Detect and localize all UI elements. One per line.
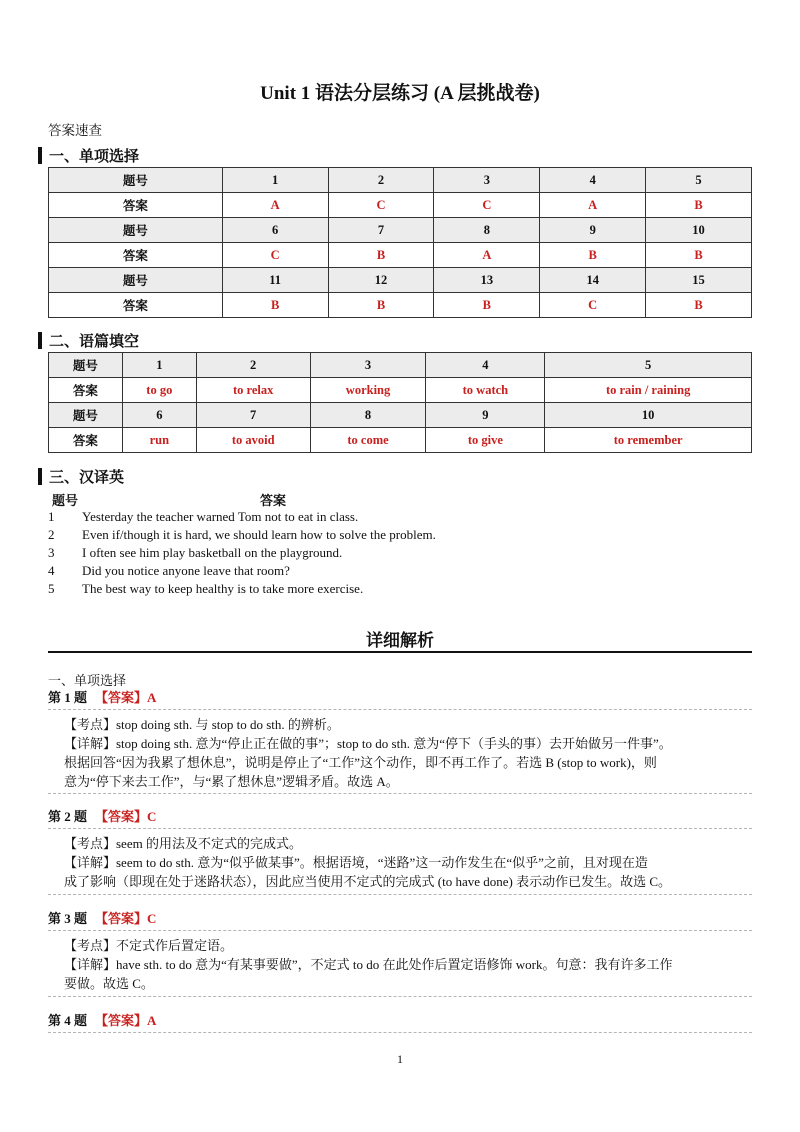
item-answer: Yesterday the teacher warned Tom not to eat in class. <box>82 509 359 524</box>
explanation-line: 根据回答“因为我累了想休息”，说明是停止了“工作”这个动作，即不再工作了。若选 B (stop to work)，则 <box>64 755 657 770</box>
question-3-heading <box>48 908 156 927</box>
dashed-divider <box>48 828 752 829</box>
question-label: 第 4 题 <box>48 1013 88 1028</box>
question-number-cell: 9 <box>540 218 646 243</box>
answer-cell: B <box>222 293 328 318</box>
explanation-line: 【考点】seem 的用法及不定式的完成式。 <box>64 836 302 851</box>
dashed-divider <box>48 996 752 997</box>
table-header-row <box>49 268 752 293</box>
section-marker <box>38 147 42 164</box>
item-number: 4 <box>48 563 55 578</box>
row-label: 题号 <box>49 403 123 428</box>
question-3-explanation <box>64 936 754 993</box>
list-item <box>48 544 436 562</box>
answer-cell: B <box>646 293 752 318</box>
answer-cell: to watch <box>426 378 545 403</box>
answer-cell: working <box>310 378 426 403</box>
dashed-divider <box>48 709 752 710</box>
page-number: 1 <box>397 1052 403 1066</box>
answer-cell: A <box>222 193 328 218</box>
answer-cell: to go <box>122 378 196 403</box>
answer-cell: B <box>434 293 540 318</box>
explanation-line: 成了影响（即现在处于迷路状态），因此应当使用不定式的完成式 (to have done) 表示动作已发生。故选 C。 <box>64 874 672 889</box>
question-number-cell: 4 <box>426 353 545 378</box>
question-number-cell: 7 <box>328 218 434 243</box>
question-number-cell: 10 <box>646 218 752 243</box>
list-item <box>48 508 436 526</box>
row-label: 题号 <box>49 353 123 378</box>
section-3-heading <box>38 467 124 485</box>
translation-list <box>48 508 436 598</box>
detail-divider <box>48 651 752 653</box>
answer-cell: B <box>646 243 752 268</box>
answer-cell: run <box>122 428 196 453</box>
question-number-cell: 1 <box>122 353 196 378</box>
row-label: 答案 <box>49 293 223 318</box>
answer-cell: C <box>540 293 646 318</box>
row-label: 题号 <box>49 168 223 193</box>
list-item <box>48 562 436 580</box>
table-answer-row <box>49 243 752 268</box>
section-3-title: 三、汉译英 <box>49 469 125 486</box>
answer-cell: C <box>328 193 434 218</box>
question-answer: 【答案】C <box>95 911 157 926</box>
dashed-divider <box>48 894 752 895</box>
explanation-line: 【详解】stop doing sth. 意为“停止正在做的事”；stop to do sth. 意为“停下（手头的事）去开始做另一件事”。 <box>64 736 672 751</box>
translation-answer-header: 答案 <box>260 493 287 508</box>
question-number-cell: 2 <box>196 353 310 378</box>
question-number-cell: 3 <box>310 353 426 378</box>
answer-cell: B <box>646 193 752 218</box>
item-number: 1 <box>48 509 55 524</box>
answer-cell: A <box>434 243 540 268</box>
question-2-heading <box>48 806 156 825</box>
answer-cell: C <box>222 243 328 268</box>
detail-sub-heading: 一、单项选择 <box>48 673 127 688</box>
multiple-choice-answer-table <box>48 167 752 318</box>
question-number-cell: 8 <box>310 403 426 428</box>
question-answer: 【答案】A <box>95 690 157 705</box>
row-label: 答案 <box>49 428 123 453</box>
table-header-row <box>49 403 752 428</box>
section-2-heading <box>38 331 139 349</box>
answer-cell: to give <box>426 428 545 453</box>
answer-cell: to remember <box>545 428 752 453</box>
row-label: 答案 <box>49 243 223 268</box>
question-answer: 【答案】C <box>95 809 157 824</box>
question-number-cell: 15 <box>646 268 752 293</box>
question-2-explanation <box>64 834 754 891</box>
row-label: 题号 <box>49 268 223 293</box>
translation-number-header: 题号 <box>52 493 79 508</box>
table-answer-row <box>49 293 752 318</box>
table-header-row <box>49 168 752 193</box>
table-answer-row <box>49 428 752 453</box>
question-label: 第 3 题 <box>48 911 88 926</box>
answer-cell: B <box>328 243 434 268</box>
row-label: 答案 <box>49 378 123 403</box>
question-number-cell: 12 <box>328 268 434 293</box>
question-1-heading <box>48 687 156 706</box>
question-label: 第 2 题 <box>48 809 88 824</box>
question-4-heading <box>48 1010 156 1029</box>
question-1-explanation <box>64 715 754 791</box>
section-marker <box>38 332 42 349</box>
explanation-line: 意为“停下来去工作”，与“累了想休息”逻辑矛盾。故选 A。 <box>64 774 399 789</box>
answer-cell: to avoid <box>196 428 310 453</box>
answer-cell: B <box>328 293 434 318</box>
table-header-row <box>49 353 752 378</box>
list-item <box>48 580 436 598</box>
question-label: 第 1 题 <box>48 690 88 705</box>
row-label: 答案 <box>49 193 223 218</box>
item-answer: I often see him play basketball on the playground. <box>82 545 343 560</box>
dashed-divider <box>48 930 752 931</box>
dashed-divider <box>48 793 752 794</box>
item-number: 5 <box>48 581 55 596</box>
item-answer: Did you notice anyone leave that room? <box>82 563 290 578</box>
table-answer-row <box>49 193 752 218</box>
question-number-cell: 2 <box>328 168 434 193</box>
section-1-heading <box>38 146 139 164</box>
translation-header <box>52 490 286 509</box>
list-item <box>48 526 436 544</box>
question-number-cell: 7 <box>196 403 310 428</box>
question-number-cell: 1 <box>222 168 328 193</box>
detail-title: 详细解析 <box>366 631 434 650</box>
item-answer: Even if/though it is hard, we should learn how to solve the problem. <box>82 527 436 542</box>
question-number-cell: 4 <box>540 168 646 193</box>
explanation-line: 【详解】seem to do sth. 意为“似乎做某事”。根据语境，“迷路”这一动作发生在“似乎”之前，且对现在造 <box>64 855 648 870</box>
item-answer: The best way to keep healthy is to take more exercise. <box>82 581 364 596</box>
dashed-divider <box>48 1032 752 1033</box>
explanation-line: 【考点】stop doing sth. 与 stop to do sth. 的辨析。 <box>64 717 340 732</box>
section-marker <box>38 468 42 485</box>
question-number-cell: 5 <box>545 353 752 378</box>
quick-answer-label: 答案速查 <box>48 123 102 138</box>
question-number-cell: 6 <box>122 403 196 428</box>
question-number-cell: 8 <box>434 218 540 243</box>
question-number-cell: 11 <box>222 268 328 293</box>
page-title: Unit 1 语法分层练习 (A 层挑战卷) <box>260 83 540 104</box>
table-header-row <box>49 218 752 243</box>
cloze-answer-table <box>48 352 752 453</box>
answer-cell: to come <box>310 428 426 453</box>
question-number-cell: 13 <box>434 268 540 293</box>
question-number-cell: 5 <box>646 168 752 193</box>
question-number-cell: 3 <box>434 168 540 193</box>
explanation-line: 【考点】不定式作后置定语。 <box>64 938 234 953</box>
question-answer: 【答案】A <box>95 1013 157 1028</box>
answer-cell: B <box>540 243 646 268</box>
item-number: 3 <box>48 545 55 560</box>
row-label: 题号 <box>49 218 223 243</box>
question-number-cell: 10 <box>545 403 752 428</box>
explanation-line: 【详解】have sth. to do 意为“有某事要做”，不定式 to do 在此处作后置定语修饰 work。句意：我有许多工作 <box>64 957 673 972</box>
answer-cell: A <box>540 193 646 218</box>
question-number-cell: 6 <box>222 218 328 243</box>
question-number-cell: 9 <box>426 403 545 428</box>
item-number: 2 <box>48 527 55 542</box>
question-number-cell: 14 <box>540 268 646 293</box>
answer-cell: to relax <box>196 378 310 403</box>
table-answer-row <box>49 378 752 403</box>
answer-cell: C <box>434 193 540 218</box>
answer-cell: to rain / raining <box>545 378 752 403</box>
explanation-line: 要做。故选 C。 <box>64 976 154 991</box>
section-2-title: 二、语篇填空 <box>49 333 140 350</box>
section-1-title: 一、单项选择 <box>49 148 140 165</box>
